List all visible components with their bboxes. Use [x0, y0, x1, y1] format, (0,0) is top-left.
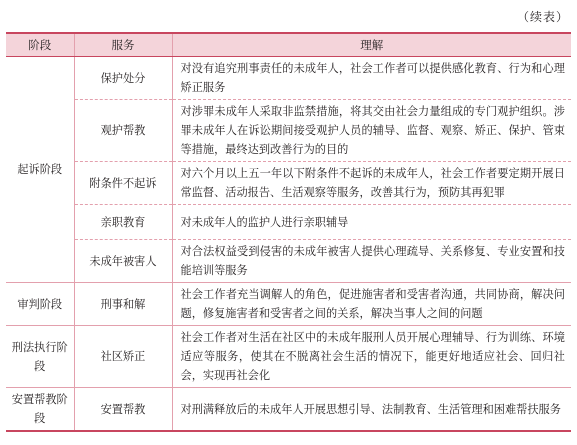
understanding-cell: 对合法权益受到侵害的未成年被害人提供心理疏导、关系修复、专业安置和技能培训等服务: [172, 240, 571, 283]
header-stage: 阶段: [6, 33, 74, 57]
service-cell: 保护处分: [74, 57, 172, 100]
understanding-cell: 对涉罪未成年人采取非监禁措施，将其交由社会力量组成的专门观护组织。涉罪未成年人在诉讼期间接受观护人员的辅导、监督、观察、矫正、保护、管束等措施，最终达到改善行为的目的: [172, 100, 571, 162]
service-cell: 未成年被害人: [74, 240, 172, 283]
stage-cell-prosecution: 起诉阶段: [6, 57, 74, 283]
table-body: [6, 57, 571, 432]
service-cell: 观护帮教: [74, 100, 172, 162]
table-row: [6, 205, 571, 240]
header-service: 服务: [74, 33, 172, 57]
table-row: [6, 162, 571, 205]
juvenile-justice-services-table: [6, 32, 571, 432]
service-cell: 亲职教育: [74, 205, 172, 240]
understanding-cell: 社会工作者对生活在社区中的未成年服刑人员开展心理辅导、行为训练、环境适应等服务，使其在不脱离社会生活的情况下，能更好地适应社会、回归社会，实现再社会化: [172, 326, 571, 388]
table-row: [6, 100, 571, 162]
service-cell: 社区矫正: [74, 326, 172, 388]
stage-cell-execution: 刑法执行阶段: [6, 326, 74, 388]
understanding-cell: 对未成年人的监护人进行亲职辅导: [172, 205, 571, 240]
understanding-cell: 对刑满释放后的未成年人开展思想引导、法制教育、生活管理和困难帮扶服务: [172, 388, 571, 432]
table-row: [6, 240, 571, 283]
understanding-cell: 对没有追究刑事责任的未成年人，社会工作者可以提供感化教育、行为和心理矫正服务: [172, 57, 571, 100]
table-row: [6, 388, 571, 432]
stage-cell-resettlement: 安置帮教阶段: [6, 388, 74, 432]
table-continued-caption: （续表）: [516, 10, 569, 24]
stage-cell-trial: 审判阶段: [6, 283, 74, 326]
table-row: [6, 283, 571, 326]
table-row: [6, 57, 571, 100]
header-understanding: 理解: [172, 33, 571, 57]
header-row: [6, 33, 571, 57]
table-row: [6, 326, 571, 388]
service-cell: 刑事和解: [74, 283, 172, 326]
table-header: [6, 33, 571, 57]
understanding-cell: 社会工作者充当调解人的角色，促进施害者和受害者沟通，共同协商，解决问题，修复施害者和受害者之间的关系，解决当事人之间的问题: [172, 283, 571, 326]
service-cell: 附条件不起诉: [74, 162, 172, 205]
service-cell: 安置帮教: [74, 388, 172, 432]
understanding-cell: 对六个月以上五一年以下附条件不起诉的未成年人，社会工作者要定期开展日常监督、活动报告、生活观察等服务，改善其行为，预防其再犯罪: [172, 162, 571, 205]
